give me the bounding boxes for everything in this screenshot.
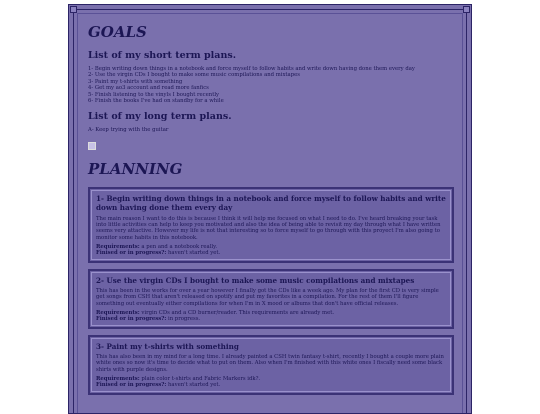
plan-card-progress bbox=[96, 316, 446, 322]
plan-card-title: 1- Begin writing down things in a notebook and force myself to follow habits and write down having done them every day bbox=[96, 193, 446, 213]
plan-card-body: The main reason I want to do this is because I think it will help me focused on what I need to do. I've heard breaking your task into little activities can help to keep you motivated and also the idea of being able to revisit my day through what I have written seems very attactive. However my life is not that interesting so to force myself to go through with this proyect I'm also going to monitor some habits in this notebook. bbox=[96, 215, 441, 241]
list-item: 3- Paint my t-shirts with something bbox=[88, 78, 183, 85]
progress-value: in progress. bbox=[166, 316, 201, 323]
page-frame bbox=[68, 4, 472, 414]
frame-corner bbox=[463, 6, 470, 13]
list-item: A- Keep trying with the guitar bbox=[88, 127, 169, 134]
list-item: 2- Use the virgin CDs I bought to make some music compilations and mixtapes bbox=[88, 72, 300, 79]
requirements-value: virgin CDs and a CD burner/reader. This requirements are already met. bbox=[139, 310, 335, 317]
progress-label: Finised or in progress?: bbox=[96, 316, 167, 323]
broken-image-icon bbox=[88, 142, 96, 150]
plan-card-progress bbox=[96, 382, 446, 388]
plan-card-body: This has been in the works for over a year however I finally got the CDs like a week ago. My plan for the first CD is very simple get songs from CSH that aren't released on spotify and put my favorites in a compilation. For the rest of them I'll figure something out eventually either compilations for when I'm in X mood or albums that don't have official releases. bbox=[96, 288, 439, 307]
long-term-list bbox=[88, 127, 454, 133]
plan-card-title: 2- Use the virgin CDs I bought to make some music compilations and mixtapes bbox=[96, 275, 415, 285]
list-item: 6- Finish the books I've had on standby for a while bbox=[88, 98, 224, 105]
requirements-label: Requirements: bbox=[96, 244, 140, 251]
progress-value: haven't started yet. bbox=[166, 382, 221, 389]
main-content bbox=[88, 23, 454, 401]
short-term-list bbox=[88, 66, 454, 104]
requirements-value: plain color t-shirts and Fabric Markers idk?. bbox=[139, 376, 261, 382]
list-item: 1- Begin writing down things in a notebook and force myself to follow habits and write down having done them every day bbox=[88, 66, 415, 72]
long-term-title: List of my long term plans. bbox=[88, 111, 232, 123]
requirements-label: Requirements: bbox=[96, 376, 140, 382]
progress-value: haven't started yet. bbox=[166, 250, 221, 257]
planning-title: PLANNING bbox=[88, 159, 183, 178]
progress-label: Finised or in progress?: bbox=[96, 250, 167, 257]
requirements-value: a pen and a notebook really. bbox=[139, 244, 218, 251]
plan-card bbox=[88, 187, 454, 263]
plan-card-body: This has also been in my mind for a long time. I already painted a CSH twin fantasy t-shirt, recently I bought a couple more plain white ones so now it's time to decide what to put on them. Also when I'm finished with this white ones I fiscally need some black shirts with purple designs. bbox=[96, 354, 444, 373]
plan-card-title: 3- Paint my t-shirts with something bbox=[96, 341, 239, 351]
goals-title: GOALS bbox=[88, 23, 147, 41]
short-term-title: List of my short term plans. bbox=[88, 50, 237, 61]
plan-card bbox=[88, 269, 454, 329]
plan-card-progress bbox=[96, 250, 446, 256]
requirements-label: Requirements: bbox=[96, 310, 140, 317]
frame-corner bbox=[70, 6, 77, 13]
list-item: 4- Get my ao3 account and read more fanfics bbox=[88, 85, 209, 92]
plan-card bbox=[88, 335, 454, 395]
progress-label: Finised or in progress?: bbox=[96, 382, 167, 389]
list-item: 5- Finish listening to the vinyls I bought recently bbox=[88, 91, 220, 98]
